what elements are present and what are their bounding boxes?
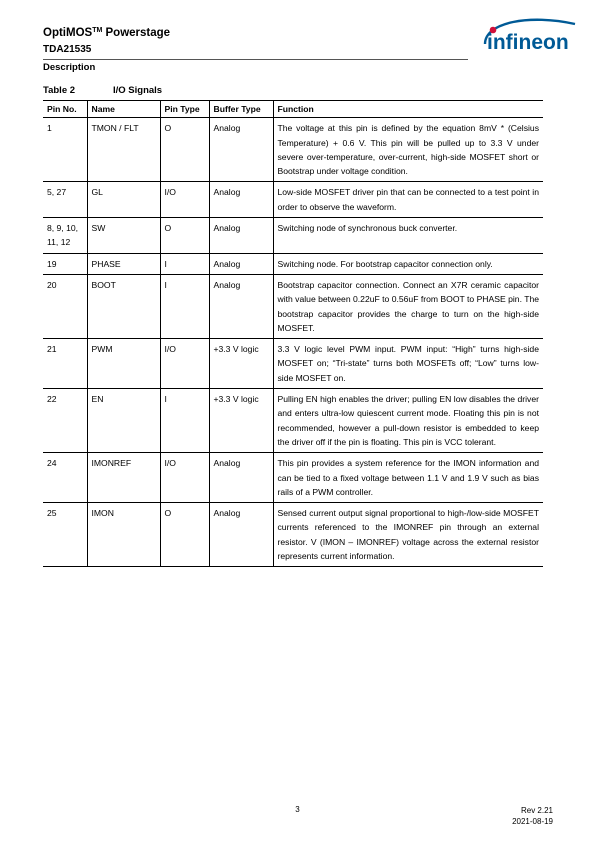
header-buffer-type: Buffer Type: [209, 101, 273, 118]
infineon-logo: [475, 14, 587, 62]
cell-name: PWM: [87, 339, 160, 389]
cell-name: SW: [87, 218, 160, 254]
cell-name: PHASE: [87, 253, 160, 274]
cell-type: I/O: [160, 339, 209, 389]
cell-buffer: +3.3 V logic: [209, 389, 273, 453]
revision-block: [512, 805, 553, 827]
cell-buffer: +3.3 V logic: [209, 339, 273, 389]
cell-pin: 24: [43, 453, 87, 503]
part-number: TDA21535: [43, 44, 92, 55]
table-row: [43, 182, 543, 218]
cell-function: Switching node. For bootstrap capacitor connection only.: [273, 253, 543, 274]
cell-pin: 5, 27: [43, 182, 87, 218]
cell-type: I: [160, 274, 209, 338]
cell-type: O: [160, 118, 209, 182]
header-divider: [43, 59, 468, 60]
section-title: Description: [43, 62, 96, 73]
cell-function: This pin provides a system reference for the IMON information and can be tied to a fixed voltage between 1.1 V and 1.9 V such as bias rails of a PWM controller.: [273, 453, 543, 503]
cell-function: 3.3 V logic level PWM input. PWM input: “High” turns high-side MOSFET on; “Tri-state” turns both MOSFETs off; “Low” turns low-side MOSFET on.: [273, 339, 543, 389]
header-function: Function: [273, 101, 543, 118]
table-caption: [43, 85, 163, 96]
table-row: [43, 118, 543, 182]
cell-name: IMONREF: [87, 453, 160, 503]
cell-buffer: Analog: [209, 118, 273, 182]
cell-name: BOOT: [87, 274, 160, 338]
cell-function: The voltage at this pin is defined by the equation 8mV * (Celsius Temperature) + 0.6 V. This pin will be pulled up to 3.3 V under severe over-temperature, over-current, high-side MOSFET short or Bootstrap under voltage condition.: [273, 118, 543, 182]
cell-buffer: Analog: [209, 182, 273, 218]
cell-type: I: [160, 253, 209, 274]
table-title: I/O Signals: [113, 85, 163, 96]
cell-name: IMON: [87, 503, 160, 567]
cell-buffer: Analog: [209, 274, 273, 338]
cell-name: GL: [87, 182, 160, 218]
header-pin-type: Pin Type: [160, 101, 209, 118]
revision-date: 2021-08-19: [512, 817, 553, 826]
table-row: [43, 503, 543, 567]
header-name: Name: [87, 101, 160, 118]
cell-name: TMON / FLT: [87, 118, 160, 182]
cell-buffer: Analog: [209, 453, 273, 503]
cell-type: I/O: [160, 182, 209, 218]
cell-pin: 19: [43, 253, 87, 274]
cell-type: O: [160, 218, 209, 254]
table-row: [43, 389, 543, 453]
trademark-superscript: TM: [92, 27, 103, 34]
cell-buffer: Analog: [209, 218, 273, 254]
table-label: Table 2: [43, 85, 76, 96]
table-row: [43, 453, 543, 503]
cell-type: I/O: [160, 453, 209, 503]
cell-function: Pulling EN high enables the driver; pulling EN low disables the driver and enters ultra-low quiescent current mode. Floating this pin is not recommended, however a pull-down resistor is embedded to keep the driver off if the pin is floating. This pin is VCC tolerant.: [273, 389, 543, 453]
product-name: OptiMOS: [43, 27, 93, 39]
cell-pin: 25: [43, 503, 87, 567]
cell-pin: 21: [43, 339, 87, 389]
table-row: [43, 253, 543, 274]
cell-function: Switching node of synchronous buck converter.: [273, 218, 543, 254]
cell-pin: 8, 9, 10, 11, 12: [43, 218, 87, 254]
cell-pin: 22: [43, 389, 87, 453]
page-number: 3: [295, 805, 300, 814]
table-header-row: [43, 101, 543, 118]
header-pin-no: Pin No.: [43, 101, 87, 118]
table-row: [43, 218, 543, 254]
product-suffix: Powerstage: [102, 27, 171, 39]
table-row: [43, 339, 543, 389]
cell-function: Bootstrap capacitor connection. Connect an X7R ceramic capacitor with value between 0.22uF to 0.56uF from BOOT to PHASE pin. The bootstrap capacitor provides the charge to turn on the high-side MOSFET.: [273, 274, 543, 338]
cell-buffer: Analog: [209, 253, 273, 274]
cell-function: Sensed current output signal proportional to high-/low-side MOSFET currents referenced to the IMONREF pin through an external resistor. V (IMON – IMONREF) voltage across the external resistor represents current information.: [273, 503, 543, 567]
cell-pin: 1: [43, 118, 87, 182]
cell-pin: 20: [43, 274, 87, 338]
cell-type: O: [160, 503, 209, 567]
document-title: [43, 27, 170, 39]
io-signals-table: [43, 100, 543, 567]
revision: Rev 2.21: [520, 806, 553, 815]
logo-text: infineon: [487, 31, 569, 54]
cell-name: EN: [87, 389, 160, 453]
cell-function: Low-side MOSFET driver pin that can be connected to a test point in order to observe the waveform.: [273, 182, 543, 218]
table-row: [43, 274, 543, 338]
cell-type: I: [160, 389, 209, 453]
cell-buffer: Analog: [209, 503, 273, 567]
